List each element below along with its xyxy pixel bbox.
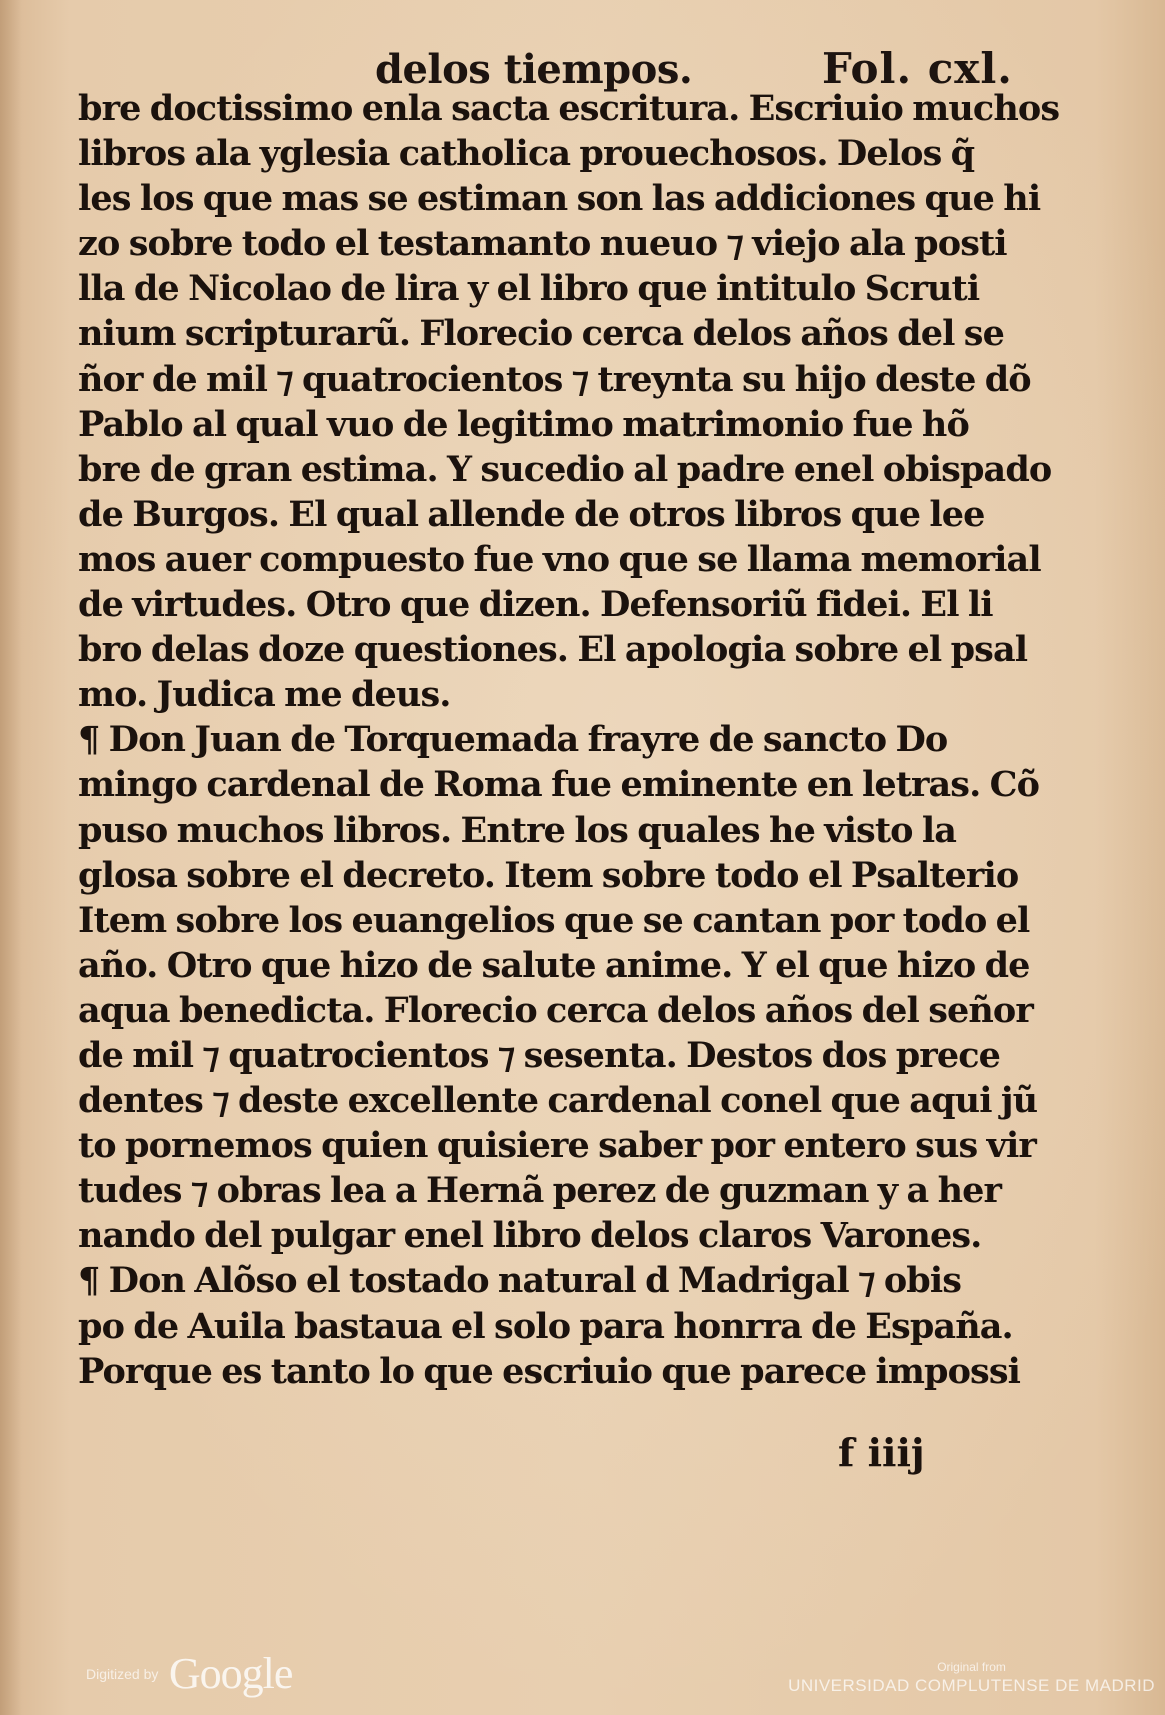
text-line: año. Otro que hizo de salute anime. Y el que hizo de — [78, 944, 1030, 986]
text-line: de virtudes. Otro que dizen. Defensoriũ fidei. El li — [78, 584, 993, 626]
text-line: zo sobre todo el testamanto nueuo ⁊ viejo ala posti — [78, 223, 1007, 265]
text-line: mingo cardenal de Roma fue eminente en letras. Cõ — [78, 764, 1040, 806]
text-line: mos auer compuesto fue vno que se llama memorial — [78, 538, 1041, 580]
text-line: les los que mas se estiman son las addiciones que hi — [78, 178, 1041, 220]
body-text — [78, 86, 1060, 1394]
text-line: mo. Judica me deus. — [78, 674, 451, 716]
text-line: bre doctissimo enla sacta escritura. Escriuio muchos — [78, 88, 1060, 129]
running-title: delos tiempos. — [375, 46, 693, 93]
text-line: de mil ⁊ quatrocientos ⁊ sesenta. Destos dos prece — [78, 1034, 1000, 1076]
text-line: Item sobre los euangelios que se cantan por todo el — [78, 899, 1030, 941]
digitized-by-label: Digitized by — [86, 1665, 159, 1682]
text-line: puso muchos libros. Entre los quales he visto la — [78, 809, 957, 851]
text-line: glosa sobre el decreto. Item sobre todo el Psalterio — [78, 854, 1019, 896]
text-line: bro delas doze questiones. El apologia sobre el psal — [78, 629, 1028, 671]
text-line: ¶ Don Alõso el tostado natural d Madrigal ⁊ obis — [78, 1260, 962, 1302]
text-line: de Burgos. El qual allende de otros libros que lee — [78, 493, 985, 535]
text-line: nando del pulgar enel libro delos claros Varones. — [78, 1215, 982, 1257]
text-line: dentes ⁊ deste excellente cardenal conel que aqui jũ — [78, 1080, 1038, 1122]
text-line: to pornemos quien quisiere saber por entero sus vir — [78, 1125, 1036, 1167]
text-line: ñor de mil ⁊ quatrocientos ⁊ treynta su hijo deste dõ — [78, 358, 1031, 400]
folio-number: Fol. cxl. — [822, 44, 1013, 93]
original-from-label: Original from — [937, 1660, 1006, 1674]
text-line: po de Auila bastaua el solo para honrra de España. — [78, 1305, 1013, 1347]
text-line: aqua benedicta. Florecio cerca delos años del señor — [78, 989, 1033, 1031]
text-line: Porque es tanto lo que escriuio que parece impossi — [78, 1350, 1021, 1392]
text-line: bre de gran estima. Y sucedio al padre enel obispado — [78, 448, 1052, 490]
library-name: UNIVERSIDAD COMPLUTENSE DE MADRID — [788, 1676, 1155, 1695]
text-line: libros ala yglesia catholica prouechosos. Delos q̃ — [78, 133, 975, 175]
page-edge-shadow — [0, 0, 22, 1715]
text-line: ¶ Don Juan de Torquemada frayre de sancto Do — [78, 719, 948, 761]
text-line: tudes ⁊ obras lea a Hernã perez de guzman y a her — [78, 1170, 1002, 1212]
text-line: Pablo al qual vuo de legitimo matrimonio fue hõ — [78, 403, 969, 445]
text-line: nium scripturarũ. Florecio cerca delos años del se — [78, 313, 1004, 355]
digitized-by-watermark — [86, 1648, 292, 1699]
text-line: lla de Nicolao de lira y el libro que intitulo Scruti — [78, 268, 980, 310]
google-logo: Google — [168, 1649, 293, 1698]
signature-mark: f iiij — [838, 1430, 925, 1475]
original-from-watermark — [788, 1660, 1155, 1696]
